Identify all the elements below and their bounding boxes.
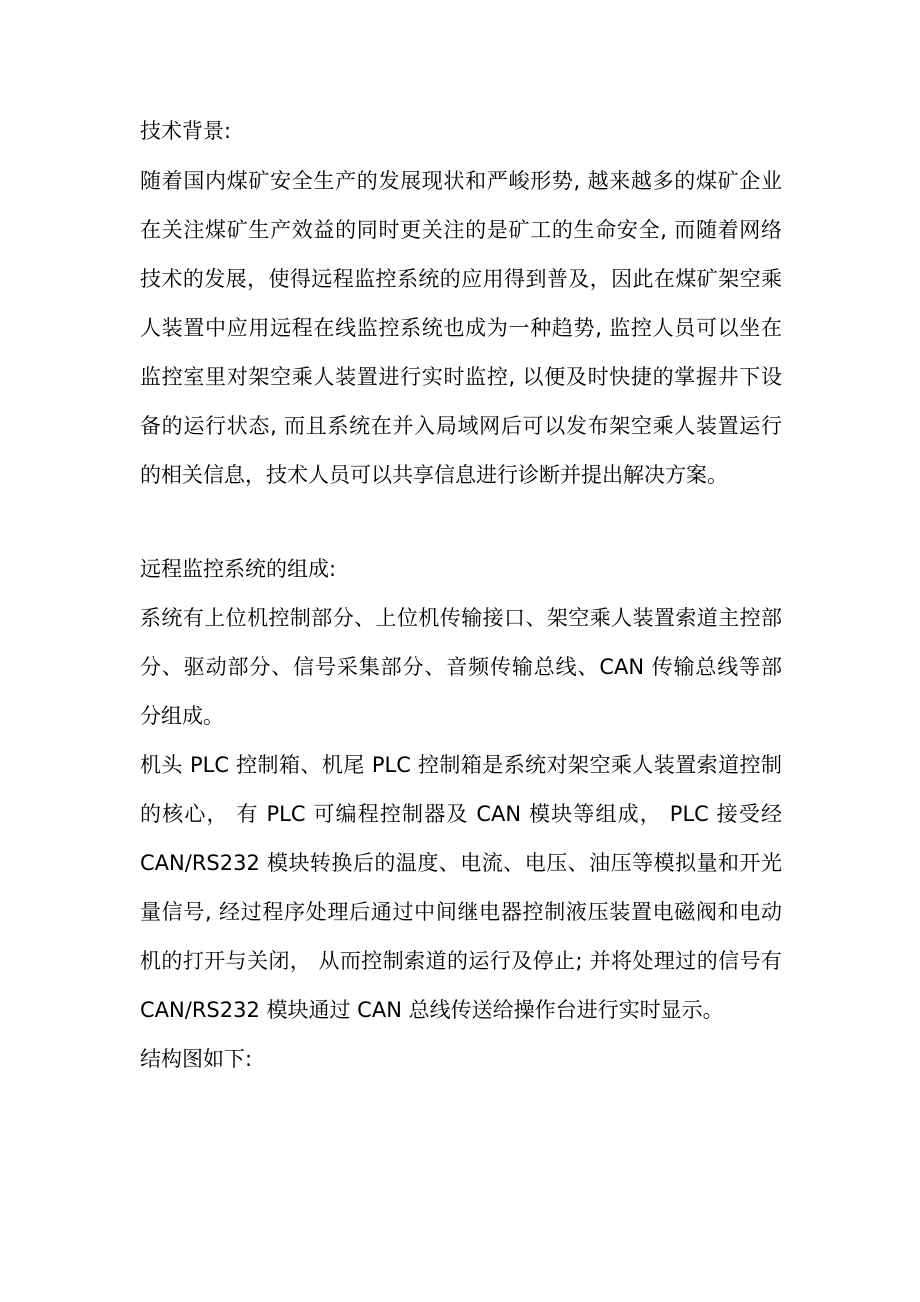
background-line-2: 在关注煤矿生产效益的同时更关注的是矿工的生命安全, 而随着网络 <box>140 218 782 242</box>
composition-p2-line-2: 的核心， 有 PLC 可编程控制器及 CAN 模块等组成， PLC 接受经 <box>140 802 782 826</box>
composition-p1-line-3: 分组成。 <box>140 704 224 728</box>
composition-p1-line-2: 分、驱动部分、信号采集部分、音频传输总线、CAN 传输总线等部 <box>140 655 782 679</box>
composition-p1-line-1: 系统有上位机控制部分、上位机传输接口、架空乘人装置索道主控部 <box>140 606 782 630</box>
background-line-4: 人装置中应用远程在线监控系统也成为一种趋势, 监控人员可以坐在 <box>140 316 782 340</box>
composition-p2-line-3: CAN/RS232 模块转换后的温度、电流、电压、油压等模拟量和开光 <box>140 851 782 875</box>
section-heading-background: 技术背景: <box>140 119 232 143</box>
background-line-6: 备的运行状态, 而且系统在并入局域网后可以发布架空乘人装置运行 <box>140 414 782 438</box>
composition-p2-line-5: 机的打开与关闭， 从而控制索道的运行及停止; 并将处理过的信号有 <box>140 949 782 973</box>
composition-p2-line-4: 量信号, 经过程序处理后通过中间继电器控制液压装置电磁阀和电动 <box>140 900 782 924</box>
section-heading-composition: 远程监控系统的组成: <box>140 557 337 581</box>
background-line-5: 监控室里对架空乘人装置进行实时监控, 以便及时快捷的掌握井下设 <box>140 365 782 389</box>
composition-p2-line-1: 机头 PLC 控制箱、机尾 PLC 控制箱是系统对架空乘人装置索道控制 <box>140 753 782 777</box>
composition-p2-line-6: CAN/RS232 模块通过 CAN 总线传送给操作台进行实时显示。 <box>140 998 724 1022</box>
background-line-1: 随着国内煤矿安全生产的发展现状和严峻形势, 越来越多的煤矿企业 <box>140 169 782 193</box>
structure-diagram-caption: 结构图如下: <box>140 1047 253 1071</box>
background-line-7: 的相关信息，技术人员可以共享信息进行诊断并提出解决方案。 <box>140 463 728 487</box>
background-line-3: 技术的发展，使得远程监控系统的应用得到普及，因此在煤矿架空乘 <box>140 267 782 291</box>
